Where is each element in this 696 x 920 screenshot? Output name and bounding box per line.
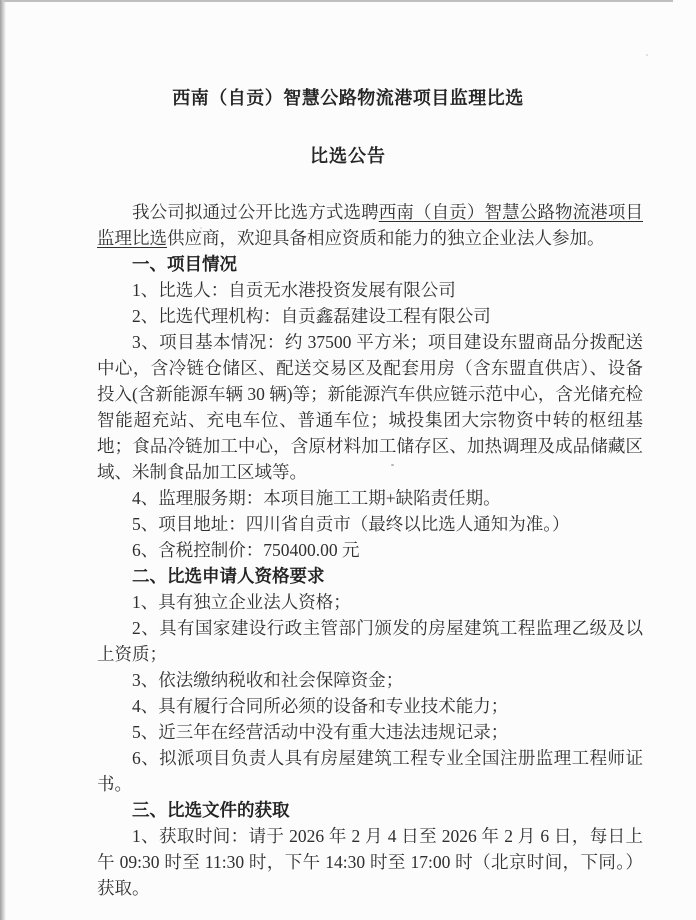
scan-speckle [646, 54, 648, 56]
section-3-item-1: 1、获取时间：请于 2026 年 2 月 4 日至 2026 年 2 月 6 日，每日上午 09:30 时至 11:30 时，下午 14:30 时至 17:00 时（北京时间，下同。）获取。 [97, 826, 643, 898]
intro-prefix: 我公司拟通过公开比选方式选聘 [132, 202, 379, 222]
section-2-item-2: 2、具有国家建设行政主管部门颁发的房屋建筑工程监理乙级及以上资质； [97, 618, 643, 664]
section-1-item-6: 6、含税控制价：750400.00 元 [132, 540, 360, 560]
section-2-item-5: 5、近三年在经营活动中没有重大违法违规记录； [132, 722, 509, 742]
section-2-heading: 二、比选申请人资格要求 [132, 566, 325, 586]
section-1-item-2: 2、比选代理机构：自贡鑫磊建设工程有限公司 [132, 306, 491, 326]
intro-suffix: 供应商，欢迎具备相应资质和能力的独立企业法人参加。 [167, 228, 605, 248]
section-1-item-5: 5、项目地址：四川省自贡市（最终以比选人通知为准。） [132, 514, 570, 534]
section-2-item-3: 3、依法缴纳税收和社会保障资金； [132, 670, 404, 690]
section-3-heading: 三、比选文件的获取 [132, 800, 290, 820]
section-1-item-3: 3、项目基本情况：约 37500 平方米；项目建设东盟商品分拨配送中心，含冷链仓储区、配送交易区及配套用房（含东盟直供店）、设备投入(含新能源车辆 30 辆)等；新能源汽车供应链示范中心，含光储充检智能超充站、充电车位、普通车位；城投集团大宗物资中转的枢纽基地；食品冷链加工中心，含原材料加工储存区、加热调理及成品储藏区域、米制食品加工区域等。 [97, 332, 643, 482]
scan-edge-top [0, 0, 673, 2]
document-body [97, 199, 643, 901]
section-2-item-1: 1、具有独立企业法人资格； [132, 592, 351, 612]
scan-edge-left [0, 0, 6, 920]
section-2-item-4: 4、具有履行合同所必须的设备和专业技术能力； [132, 696, 509, 716]
section-2-item-6: 6、拟派项目负责人具有房屋建筑工程专业全国注册监理工程师证书。 [97, 748, 643, 794]
section-1-item-1: 1、比选人：自贡无水港投资发展有限公司 [132, 280, 456, 300]
intro-underlined-project-name: 西南（自贡）智慧公路物流港项目监理比选 [97, 202, 643, 248]
intro-paragraph [97, 199, 643, 251]
document-subtitle: 比选公告 [310, 146, 386, 166]
section-1-item-4: 4、监理服务期：本项目施工工期+缺陷责任期。 [132, 488, 501, 508]
section-1-heading: 一、项目情况 [132, 254, 237, 274]
document-title: 西南（自贡）智慧公路物流港项目监理比选 [172, 88, 524, 108]
